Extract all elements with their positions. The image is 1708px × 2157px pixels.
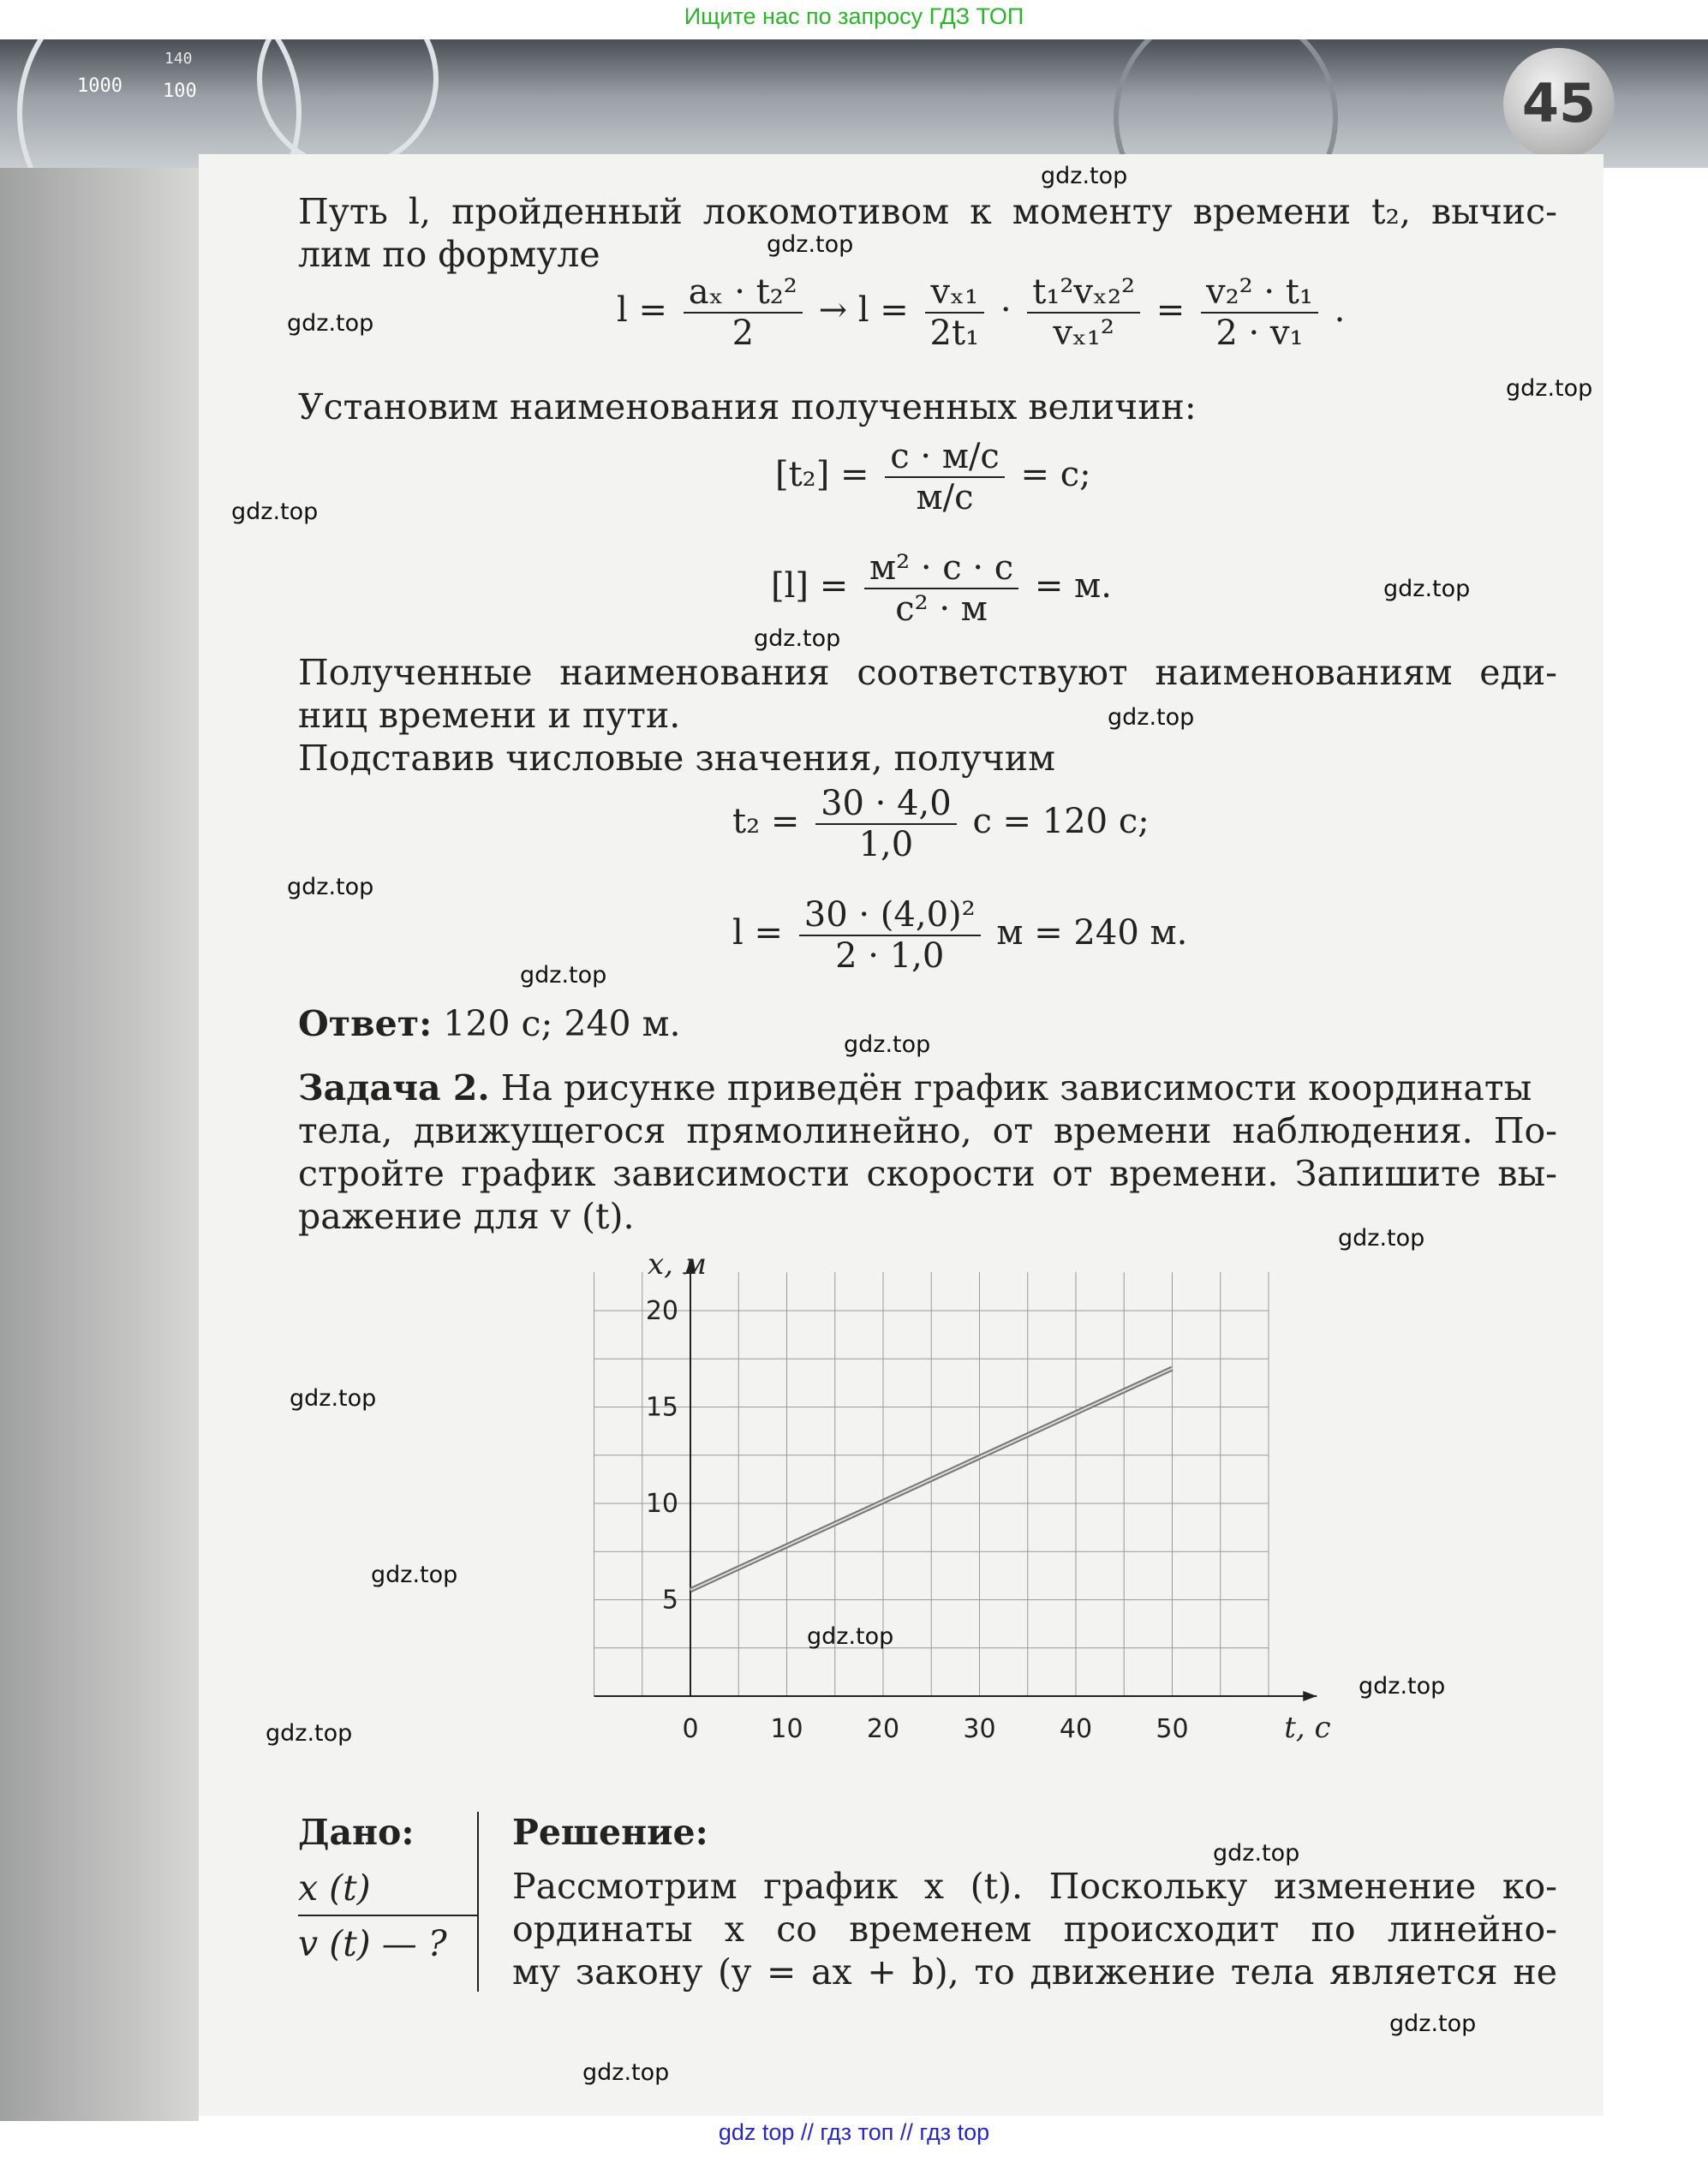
watermark: gdz.top (1506, 375, 1593, 402)
watermark: gdz.top (290, 1385, 377, 1412)
y-tick-label: 10 (645, 1489, 678, 1519)
gauge-tick-label: 140 (164, 50, 193, 68)
watermark: gdz.top (1108, 704, 1195, 731)
fraction: $\frac{\text{30 · (4,0)²}}{2 \cdot 1,0}$ (799, 895, 981, 976)
solution-line: ординаты x со временем происходит по линейно- (512, 1909, 1557, 1950)
x-tick-label: 40 (1059, 1714, 1093, 1744)
task-line (298, 1067, 1557, 1109)
formula-term: → l = (818, 290, 909, 330)
x-tick-label: 0 (682, 1714, 699, 1744)
x-tick-label: 50 (1156, 1714, 1189, 1744)
formula-units-path (771, 548, 1112, 629)
solution-line: му закону (y = ax + b), то движение тела является не (512, 1951, 1557, 1993)
fraction: $\frac{\text{v₂² · t₁}}{\text{2 · v₁}}$ (1201, 272, 1318, 353)
task-label: Задача 2. (298, 1067, 490, 1108)
formula-units-time (775, 437, 1091, 517)
fraction: $\frac{\text{aₓ · t₂²}}{2}$ (684, 272, 803, 353)
task-line: стройте график зависимости скорости от времени. Запишите вы- (298, 1153, 1557, 1194)
x-tick-label: 20 (866, 1714, 900, 1744)
text-line: ниц времени и пути. (298, 695, 681, 736)
y-tick-label: 15 (645, 1392, 678, 1423)
formula-term: = м. (1034, 566, 1112, 606)
fraction: $\frac{\text{м² · с · с}}{\text{с² · м}}$ (864, 548, 1018, 629)
watermark: gdz.top (231, 499, 319, 525)
task-line: тела, движущегося прямолинейно, от времени наблюдения. По- (298, 1110, 1557, 1151)
text-line: лим по формуле (298, 234, 600, 275)
task-line: ражение для v (t). (298, 1196, 635, 1237)
watermark: gdz.top (754, 625, 841, 652)
watermark: gdz.top (807, 1623, 894, 1650)
formula-term: l = (617, 290, 668, 330)
watermark: gdz.top (520, 962, 607, 989)
watermark: gdz.top (767, 231, 854, 258)
fraction: $\frac{с \cdot м/с}{м/с}$ (885, 437, 1005, 517)
given-item: x (t) (298, 1867, 371, 1909)
coordinate-time-chart (557, 1242, 1499, 1773)
solution-label: Решение: (512, 1812, 708, 1853)
page-number: 45 (1503, 48, 1615, 159)
fraction: $\frac{\text{t₁²vₓ₂²}}{\text{vₓ₁²}}$ (1027, 272, 1140, 353)
watermark: gdz.top (371, 1562, 458, 1588)
y-axis-label: x, м (648, 1247, 707, 1282)
formula-term: = (1156, 290, 1185, 330)
answer-value: 120 с; 240 м. (432, 1003, 681, 1044)
watermark: gdz.top (844, 1031, 931, 1058)
watermark: gdz.top (582, 2059, 670, 2086)
header-banner (0, 39, 1708, 168)
given-item: v (t) — ? (298, 1923, 447, 1964)
formula-term: = с; (1020, 455, 1091, 494)
watermark: gdz.top (266, 1720, 353, 1747)
watermark: gdz.top (1383, 576, 1471, 602)
task-text: На рисунке приведён график зависимости координаты (489, 1067, 1532, 1108)
solution-line: Рассмотрим график x (t). Поскольку изменение ко- (512, 1866, 1557, 1907)
x-axis-arrow (1303, 1691, 1317, 1701)
watermark: gdz.top (1338, 1225, 1425, 1252)
watermark: gdz.top (287, 874, 374, 900)
x-tick-label: 10 (770, 1714, 803, 1744)
answer-label: Ответ: (298, 1003, 433, 1044)
page-shadow (0, 168, 199, 2121)
formula-term: l = (732, 913, 784, 953)
y-tick-label: 20 (645, 1296, 678, 1326)
formula-term: м = 240 м. (996, 913, 1188, 953)
formula-term: · (1000, 290, 1012, 330)
top-search-link[interactable]: Ищите нас по запросу ГДЗ ТОП (684, 3, 1024, 29)
formula-l (732, 895, 1187, 976)
given-divider (298, 1915, 478, 1916)
formula-term: t₂ = (732, 802, 800, 841)
formula-term: [t₂] = (775, 455, 869, 494)
x-tick-label: 30 (963, 1714, 996, 1744)
given-vertical-divider (477, 1812, 479, 1992)
text-line: Подставив числовые значения, получим (298, 738, 1056, 779)
watermark: gdz.top (1213, 1840, 1300, 1867)
formula-term: . (1334, 290, 1346, 330)
bottom-links[interactable]: gdz top // гдз топ // гдз top (718, 2119, 990, 2145)
text-line: Путь l, пройденный локомотивом к моменту времени t₂, вычис- (298, 191, 1557, 232)
text-line: Установим наименования полученных величин: (298, 386, 1197, 427)
watermark: gdz.top (1041, 163, 1128, 189)
formula-term: с = 120 с; (972, 802, 1150, 841)
y-tick-label: 5 (661, 1585, 678, 1616)
watermark: gdz.top (1359, 1673, 1446, 1700)
watermark: gdz.top (1389, 2011, 1477, 2037)
formula-term: [l] = (771, 566, 849, 606)
watermark: gdz.top (287, 310, 374, 337)
fraction: $\frac{\text{vₓ₁}}{\text{2t₁}}$ (925, 272, 985, 353)
given-label: Дано: (298, 1812, 415, 1853)
fraction: $\frac{30 \cdot 4,0}{1,0}$ (815, 784, 957, 864)
x-axis-label: t, с (1284, 1711, 1331, 1745)
gear-decoration (1114, 39, 1338, 168)
formula-path (617, 272, 1345, 353)
gauge-label-2: 100 (163, 81, 197, 102)
text-line: Полученные наименования соответствуют наименованиям еди- (298, 652, 1557, 693)
gauge-label-1: 1000 (77, 75, 122, 97)
formula-t2 (732, 784, 1150, 864)
